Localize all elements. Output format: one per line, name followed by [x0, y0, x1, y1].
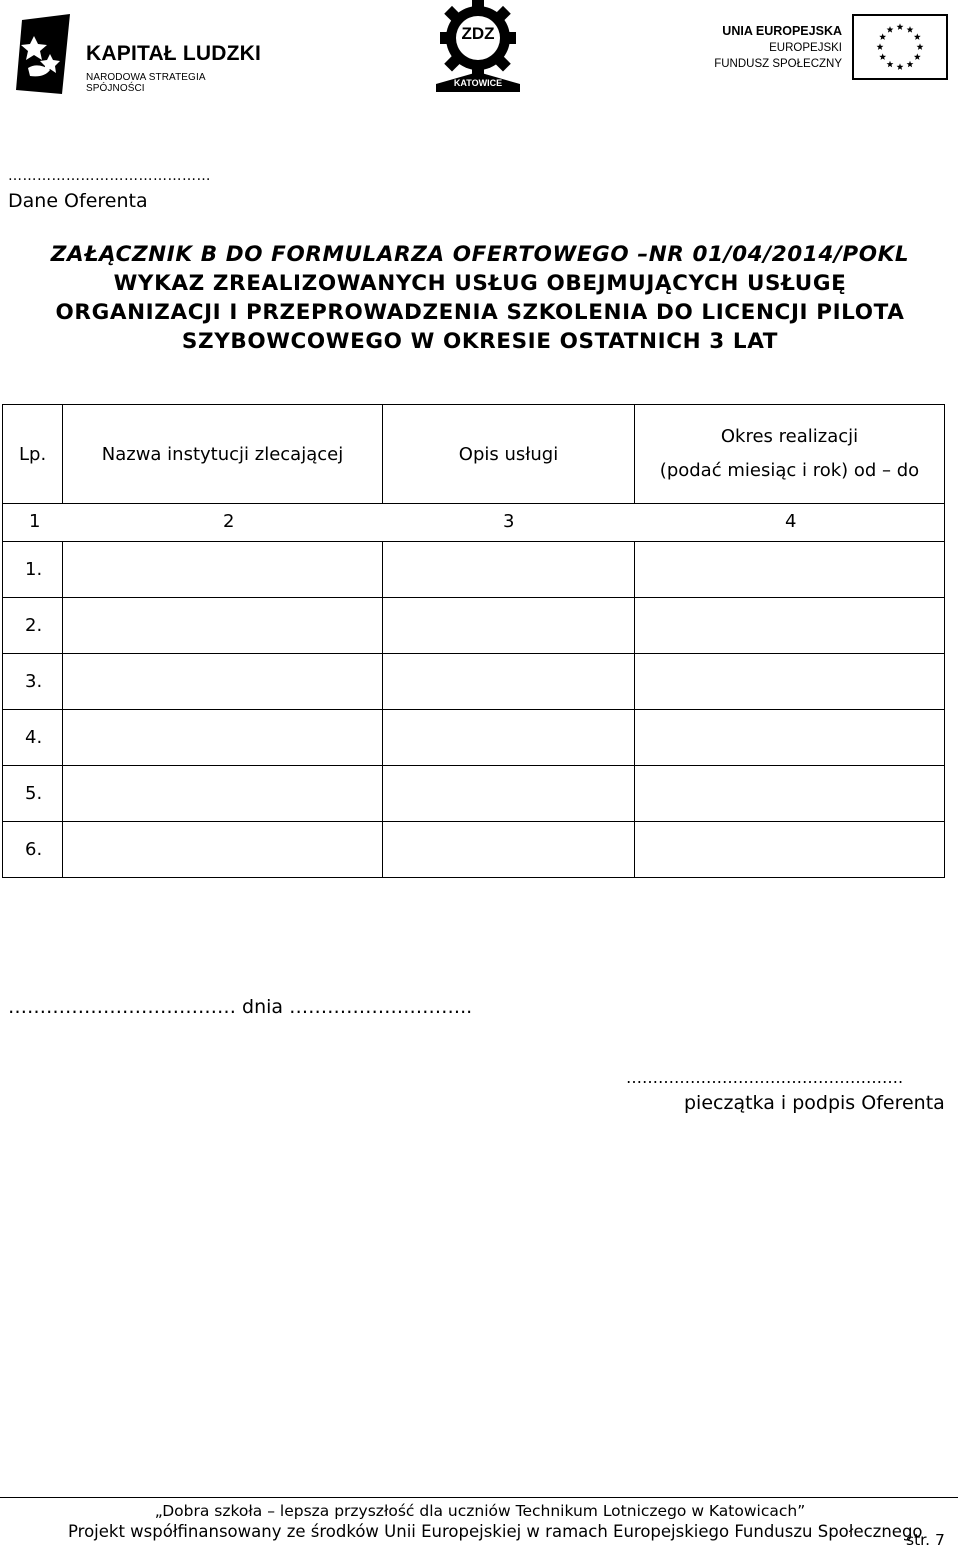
- table-row: [3, 654, 945, 710]
- cell-period[interactable]: [635, 654, 945, 710]
- offeror-dots: ……………………………………: [8, 168, 211, 184]
- cell-period[interactable]: [635, 822, 945, 878]
- place-date-line: ……………………………… dnia ………………………..: [8, 996, 473, 1018]
- row-number: 3.: [3, 654, 63, 710]
- column-number: 1: [29, 511, 41, 532]
- cell-description[interactable]: [383, 598, 635, 654]
- column-number: 4: [785, 511, 797, 532]
- header-description: Opis usługi: [383, 405, 635, 504]
- header-period-hint: (podać miesiąc i rok) od – do: [659, 460, 920, 481]
- footer-motto: „Dobra szkoła – lepsza przyszłość dla uczniów Technikum Lotniczego w Katowicach”: [154, 1502, 806, 1520]
- zdz-city: KATOWICE: [453, 78, 503, 88]
- row-number: 6.: [3, 822, 63, 878]
- cell-period[interactable]: [635, 710, 945, 766]
- cell-period[interactable]: [635, 766, 945, 822]
- document-title: [0, 240, 960, 356]
- column-number: 2: [223, 511, 235, 532]
- signature-label: pieczątka i podpis Oferenta: [684, 1092, 945, 1114]
- cell-institution[interactable]: [63, 710, 383, 766]
- eu-star-icon: [897, 23, 904, 30]
- cell-description[interactable]: [383, 654, 635, 710]
- title-line-1: ZAŁĄCZNIK B DO FORMULARZA OFERTOWEGO –NR 01/04/2014/POKL: [50, 242, 910, 267]
- eu-line-1: UNIA EUROPEJSKA: [722, 24, 842, 38]
- header-period: [635, 405, 945, 504]
- services-table: [2, 404, 945, 878]
- eu-line-3: FUNDUSZ SPOŁECZNY: [714, 58, 842, 70]
- eu-star-icon: [887, 61, 894, 68]
- eu-line-2: EUROPEJSKI: [769, 42, 842, 54]
- row-number: 5.: [3, 766, 63, 822]
- signature-dots: …………………………………………….: [626, 1068, 904, 1087]
- eu-star-icon: [914, 53, 921, 60]
- eu-star-icon: [879, 53, 886, 60]
- cell-institution[interactable]: [63, 542, 383, 598]
- table-row: [3, 598, 945, 654]
- table-header-row: [3, 405, 945, 504]
- eu-star-icon: [897, 63, 904, 70]
- title-line-4: SZYBOWCOWEGO W OKRESIE OSTATNICH 3 LAT: [181, 329, 779, 354]
- table-numbering-row: [3, 504, 945, 542]
- cell-institution[interactable]: [63, 654, 383, 710]
- eu-efs-logo: [712, 14, 952, 84]
- eu-star-icon: [887, 26, 894, 33]
- cell-description[interactable]: [383, 766, 635, 822]
- eu-flag-icon: [852, 14, 948, 80]
- title-line-2: WYKAZ ZREALIZOWANYCH USŁUG OBEJMUJĄCYCH USŁUGĘ: [113, 271, 847, 296]
- cell-description[interactable]: [383, 710, 635, 766]
- header-institution: Nazwa instytucji zlecającej: [63, 405, 383, 504]
- eu-star-icon: [914, 33, 921, 40]
- footer-divider: [0, 1497, 958, 1498]
- eu-star-icon: [907, 26, 914, 33]
- eu-stars-icon: [854, 16, 946, 78]
- row-number: 2.: [3, 598, 63, 654]
- page-number: str. 7: [906, 1531, 945, 1549]
- row-number: 1.: [3, 542, 63, 598]
- kapital-ludzki-emblem-icon: [12, 14, 76, 94]
- eu-star-icon: [907, 61, 914, 68]
- kapital-ludzki-name: KAPITAŁ LUDZKI: [86, 42, 262, 65]
- eu-star-icon: [877, 43, 884, 50]
- zdz-katowice-logo: [430, 0, 526, 96]
- offeror-label: Dane Oferenta: [8, 190, 148, 212]
- zdz-letters: ZDZ: [461, 24, 495, 43]
- row-number: 4.: [3, 710, 63, 766]
- cell-period[interactable]: [635, 542, 945, 598]
- table-row: [3, 710, 945, 766]
- kapital-ludzki-subtitle: NARODOWA STRATEGIA SPÓJNOŚCI: [86, 72, 206, 94]
- table-row: [3, 542, 945, 598]
- table-row: [3, 766, 945, 822]
- cell-description[interactable]: [383, 822, 635, 878]
- eu-star-icon: [917, 43, 924, 50]
- cell-description[interactable]: [383, 542, 635, 598]
- table-row: [3, 822, 945, 878]
- title-line-3: ORGANIZACJI I PRZEPROWADZENIA SZKOLENIA DO LICENCJI PILOTA: [55, 300, 905, 325]
- eu-star-icon: [879, 33, 886, 40]
- header-lp: Lp.: [3, 405, 63, 504]
- column-number: 3: [503, 511, 515, 532]
- cell-institution[interactable]: [63, 822, 383, 878]
- kapital-ludzki-logo: [12, 14, 262, 94]
- header-period-title: Okres realizacji: [720, 426, 859, 447]
- footer-project: Projekt współfinansowany ze środków Unii Europejskiej w ramach Europejskiego Funduszu Społecznego: [68, 1522, 923, 1541]
- cell-institution[interactable]: [63, 766, 383, 822]
- cell-institution[interactable]: [63, 598, 383, 654]
- cell-period[interactable]: [635, 598, 945, 654]
